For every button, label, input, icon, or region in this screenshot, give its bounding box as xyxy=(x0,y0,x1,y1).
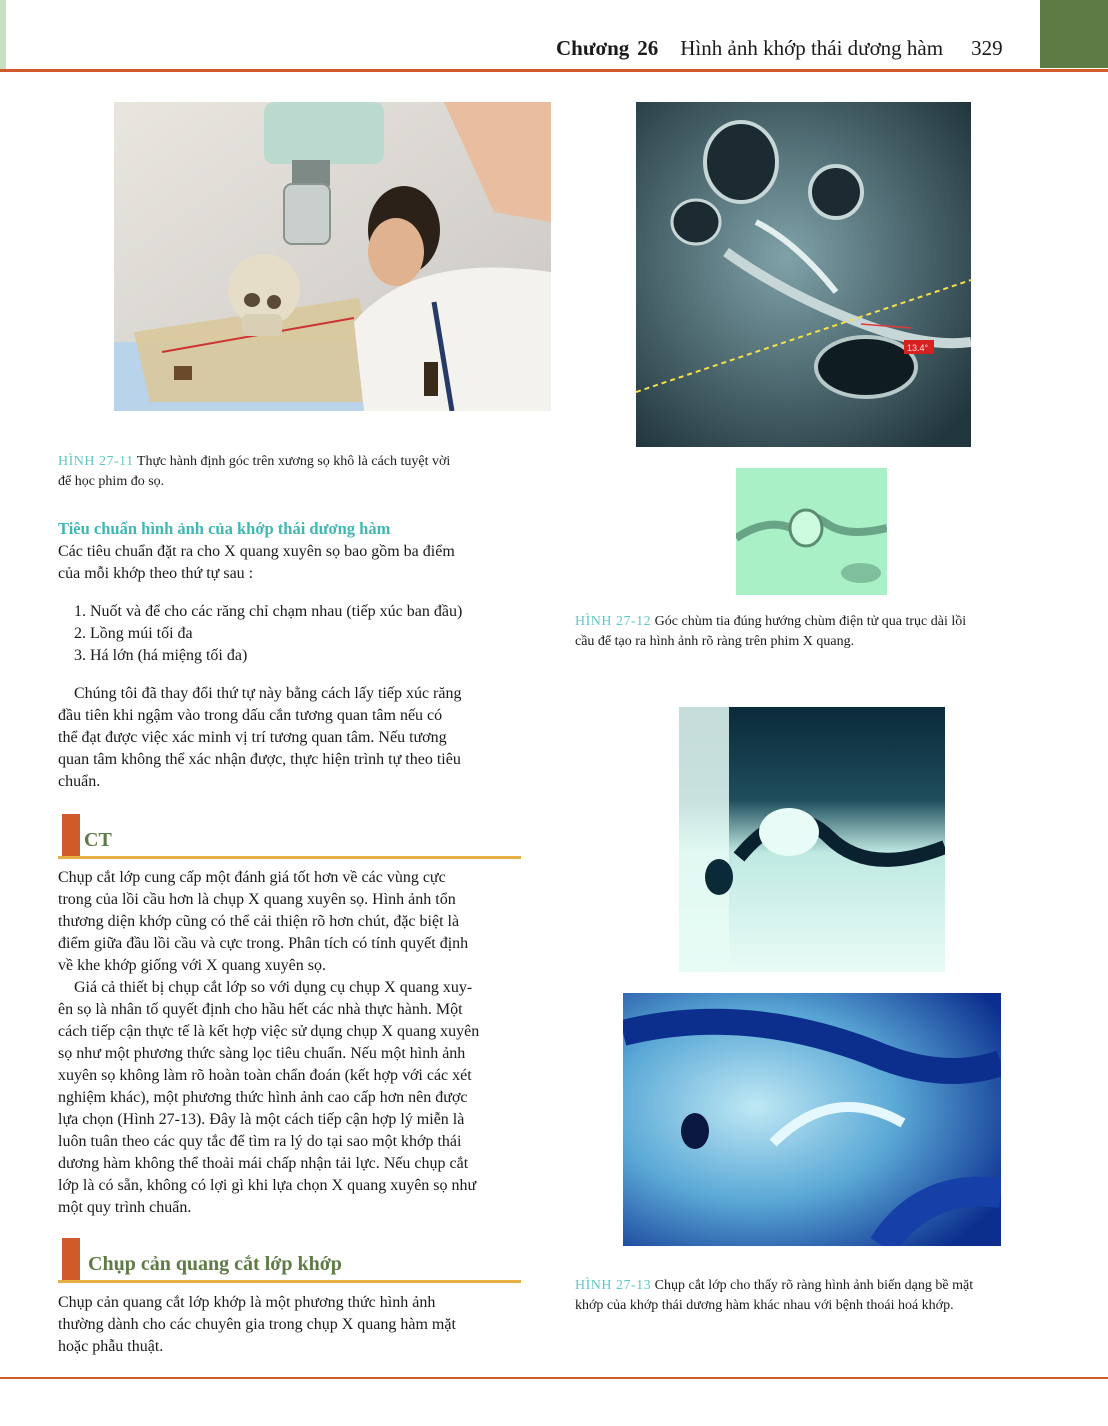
text-line: cách tiếp cận thực tế là kết hợp việc sử dụng chụp X quang xuyên xyxy=(58,1023,480,1040)
caption-text: Chụp cắt lớp cho thấy rõ ràng hình ảnh biến dạng bề mặt xyxy=(654,1278,974,1293)
text-line: Chụp cắt lớp cung cấp một đánh giá tốt hơn về các vùng cực xyxy=(58,869,446,886)
running-head xyxy=(556,36,1003,61)
figure-27-12-caption xyxy=(575,612,1045,652)
caption-text: Góc chùm tia đúng hướng chùm điện tử qua trục dài lồi xyxy=(654,614,967,629)
text-line: lớp là có sẵn, không có lợi gì khi lựa chọn X quang xuyên sọ như xyxy=(58,1177,477,1194)
figure-27-11-caption xyxy=(58,452,528,492)
section-title-ct: CT xyxy=(84,829,112,851)
section-marker xyxy=(62,1238,80,1280)
section-marker xyxy=(62,814,80,856)
chapter-title: Hình ảnh khớp thái dương hàm xyxy=(680,36,944,60)
text-line: Các tiêu chuẩn đặt ra cho X quang xuyên sọ bao gồm ba điểm xyxy=(58,543,455,560)
text-line: một quy trình chuẩn. xyxy=(58,1199,192,1216)
text-line: thương diện khớp cũng có thể cải thiện rõ hơn chút, đặc biệt là xyxy=(58,913,460,930)
criteria-list xyxy=(74,601,462,667)
text-line: trong của lồi cầu hơn là chụp X quang xuyên sọ. Hình ảnh tổn xyxy=(58,891,456,908)
text-line: hoặc phẫu thuật. xyxy=(58,1338,164,1355)
caption-text: khớp của khớp thái dương hàm khác nhau với bệnh thoái hoá khớp. xyxy=(575,1298,954,1313)
ct-axial-scan xyxy=(636,102,971,447)
section-rule xyxy=(58,856,521,859)
ct-paragraph-1 xyxy=(58,867,522,977)
tomogram-image xyxy=(623,993,1001,1246)
section-rule xyxy=(58,1280,521,1283)
figure-27-12-radiograph xyxy=(736,468,887,595)
figure-27-12-ct-image xyxy=(636,102,971,447)
text-line: thể đạt được việc xác minh vị trí tương quan tâm. Nếu tương xyxy=(58,729,447,746)
text-line: luôn tuân theo các quy tắc để tìm ra lý do tại sao một khớp thái xyxy=(58,1133,462,1150)
page-edge-stripe xyxy=(0,0,6,72)
text-line: Giá cả thiết bị chụp cắt lớp so với dụng cụ chụp X quang xuy- xyxy=(74,979,473,996)
figure-label: HÌNH 27-12 xyxy=(575,614,652,629)
text-line: quan tâm không thể xác nhận được, thực hiện trình tự theo tiêu xyxy=(58,751,461,768)
text-line: lựa chọn (Hình 27-13). Đây là một cách tiếp cận hợp lý miễn là xyxy=(58,1111,465,1128)
subheading: Tiêu chuẩn hình ảnh của khớp thái dương hàm xyxy=(58,519,391,538)
list-item: 1. Nuốt và để cho các răng chỉ chạm nhau (tiếp xúc ban đầu) xyxy=(74,603,463,620)
text-line: sọ như một phương thức sàng lọc tiêu chuẩn. Nếu một hình ảnh xyxy=(58,1045,466,1062)
text-line: về khe khớp giống với X quang xuyên sọ. xyxy=(58,957,326,974)
transcranial-radiograph xyxy=(736,468,887,595)
figure-27-13-tomogram-bottom xyxy=(623,993,1001,1246)
tomogram-image xyxy=(679,707,945,972)
figure-27-13-caption xyxy=(575,1276,1055,1316)
caption-text: cầu để tạo ra hình ảnh rõ ràng trên phim X quang. xyxy=(575,634,855,649)
text-line: xuyên sọ không làm rõ hoàn toàn chẩn đoán (kết hợp với các xét xyxy=(58,1067,472,1084)
text-line: của mỗi khớp theo thứ tự sau : xyxy=(58,565,254,582)
caption-text: Thực hành định góc trên xương sọ khô là cách tuyệt vời xyxy=(136,454,451,469)
paragraph-order xyxy=(58,683,522,793)
figure-label: HÌNH 27-13 xyxy=(575,1278,652,1293)
figure-27-13-tomogram-top xyxy=(679,707,945,972)
text-line: đầu tiên khi ngậm vào trong dấu cắn tương quan tâm nếu có xyxy=(58,707,443,724)
text-line: ên sọ là nhân tố quyết định cho hầu hết các nhà thực hành. Một xyxy=(58,1001,463,1018)
caption-text: để học phim đo sọ. xyxy=(58,474,165,489)
text-line: Chụp cản quang cắt lớp khớp là một phương thức hình ảnh xyxy=(58,1294,436,1311)
page-number: 329 xyxy=(971,36,1003,60)
skull-xray-photo xyxy=(114,102,551,411)
figure-27-11-photo xyxy=(114,102,551,411)
text-line: dương hàm không thể thoải mái chấp nhận tải lực. Nếu chụp cắt xyxy=(58,1155,469,1172)
chapter-word: Chương xyxy=(556,36,630,60)
section-title-arthrography: Chụp cản quang cắt lớp khớp xyxy=(88,1253,342,1275)
header-rule xyxy=(0,69,1108,72)
angle-measurement: 13.4° xyxy=(907,343,929,353)
text-line: nghiệm khác), một phương thức hình ảnh cao cấp hơn nên được xyxy=(58,1089,468,1106)
intro-paragraph xyxy=(58,541,522,585)
ct-paragraph-2 xyxy=(58,977,522,1219)
list-item: 3. Há lớn (há miệng tối đa) xyxy=(74,647,248,664)
figure-label: HÌNH 27-11 xyxy=(58,454,134,469)
list-item: 2. Lồng múi tối đa xyxy=(74,625,193,642)
chapter-number: 26 xyxy=(637,36,659,60)
text-line: thường dành cho các chuyên gia trong chụp X quang hàm mặt xyxy=(58,1316,456,1333)
chapter-tab xyxy=(1040,0,1108,68)
arthrography-paragraph xyxy=(58,1292,522,1358)
text-line: Chúng tôi đã thay đổi thứ tự này bằng cách lấy tiếp xúc răng xyxy=(74,685,462,702)
text-line: chuẩn. xyxy=(58,773,101,790)
text-line: điểm giữa đầu lồi cầu và cực trong. Phân tích có tính quyết định xyxy=(58,935,469,952)
footer-rule xyxy=(0,1377,1108,1379)
